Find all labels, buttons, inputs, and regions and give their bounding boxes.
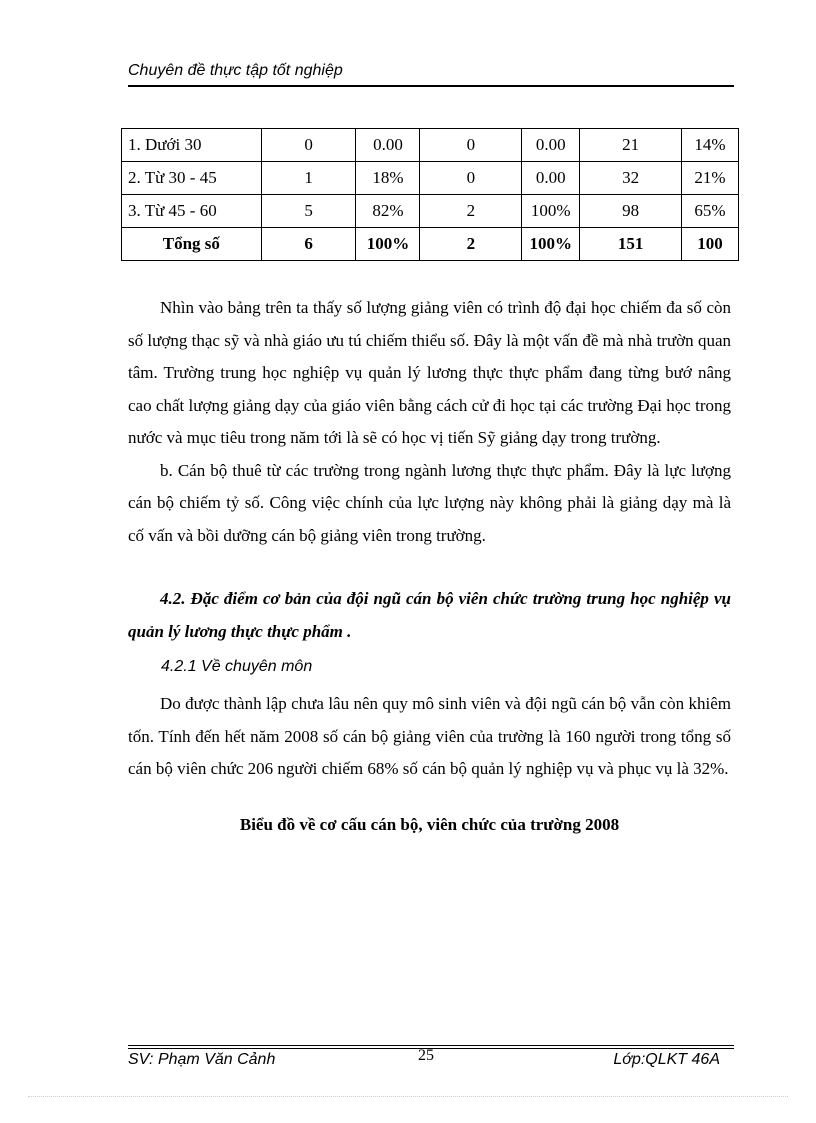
table-cell: 18% (356, 162, 420, 195)
table-cell: 0.00 (522, 129, 580, 162)
table-cell: 3. Từ 45 - 60 (122, 195, 262, 228)
chart-caption: Biểu đồ về cơ cấu cán bộ, viên chức của trường 2008 (239, 815, 620, 834)
table-cell: 1 (261, 162, 356, 195)
table-cell: 65% (681, 195, 738, 228)
table-cell: 2 (420, 228, 522, 261)
body-text (128, 292, 731, 552)
table-cell: 0 (420, 162, 522, 195)
table-cell: 151 (580, 228, 682, 261)
header-divider (128, 85, 734, 87)
paragraph: Do được thành lập chưa lâu nên quy mô sinh viên và đội ngũ cán bộ vẫn còn khiêm tốn. Tính đến hết năm 2008 số cán bộ giảng viên của trường là 160 người trong tổng số cán bộ viên chức 206 người chiếm 68% số cán bộ quản lý nghiệp vụ và phục vụ là 32%. (128, 694, 731, 778)
paragraph: b. Cán bộ thuê từ các trường trong ngành lương thực thực phẩm. Đây là lực lượng cán bộ chiếm tỷ số. Công việc chính của lực lượng này không phải là giảng dạy mà là cố vấn và bồi dưỡng cán bộ giảng viên trong trường. (128, 460, 731, 545)
table-cell: 2. Từ 30 - 45 (122, 162, 262, 195)
table-cell: 0 (420, 129, 522, 162)
table-cell: 100% (522, 195, 580, 228)
table-cell: 82% (356, 195, 420, 228)
page-edge (28, 1096, 788, 1097)
table-cell: 0.00 (356, 129, 420, 162)
table-row (122, 195, 739, 228)
staff-age-table (121, 128, 739, 261)
table-cell: 100% (522, 228, 580, 261)
table-row (122, 162, 739, 195)
table-cell: 1. Dưới 30 (122, 129, 262, 162)
table-cell: Tổng số (122, 228, 262, 261)
table-row (122, 129, 739, 162)
subsection-heading: 4.2.1 Về chuyên môn (161, 658, 313, 675)
table-cell: 98 (580, 195, 682, 228)
table-cell: 2 (420, 195, 522, 228)
table-cell: 0.00 (522, 162, 580, 195)
table-cell: 6 (261, 228, 356, 261)
table-total-row (122, 228, 739, 261)
body-text-2 (128, 688, 731, 786)
table-cell: 32 (580, 162, 682, 195)
footer-author: SV: Phạm Văn Cảnh (128, 1051, 276, 1068)
table-cell: 14% (681, 129, 738, 162)
table-cell: 0 (261, 129, 356, 162)
page-number: 25 (418, 1047, 434, 1064)
footer-divider (128, 1045, 734, 1046)
table-cell: 5 (261, 195, 356, 228)
table-cell: 21 (580, 129, 682, 162)
table-cell: 21% (681, 162, 738, 195)
section-heading: 4.2. Đặc điểm cơ bản của đội ngũ cán bộ viên chức trường trung học nghiệp vụ quản lý lương thực thực phẩm . (128, 589, 731, 641)
footer-class: Lớp:QLKT 46A (613, 1051, 720, 1068)
page-header-title: Chuyên đề thực tập tốt nghiệp (128, 62, 343, 79)
table-cell: 100 (681, 228, 738, 261)
table-cell: 100% (356, 228, 420, 261)
paragraph: Nhìn vào bảng trên ta thấy số lượng giảng viên có trình độ đại học chiếm đa số còn số lượng thạc sỹ và nhà giáo ưu tú chiếm thiểu số. Đây là một vấn đề mà nhà trườn quan tâm. Trường trung học nghiệp vụ quản lý lương thực thực phẩm đang từng bướ nâng cao chất lượng giảng dạy của giáo viên bằng cách cử đi học tại các trường Đại học trong nước và mục tiêu trong năm tới là sẽ có học vị tiến Sỹ giảng dạy trong trường. (128, 298, 731, 447)
